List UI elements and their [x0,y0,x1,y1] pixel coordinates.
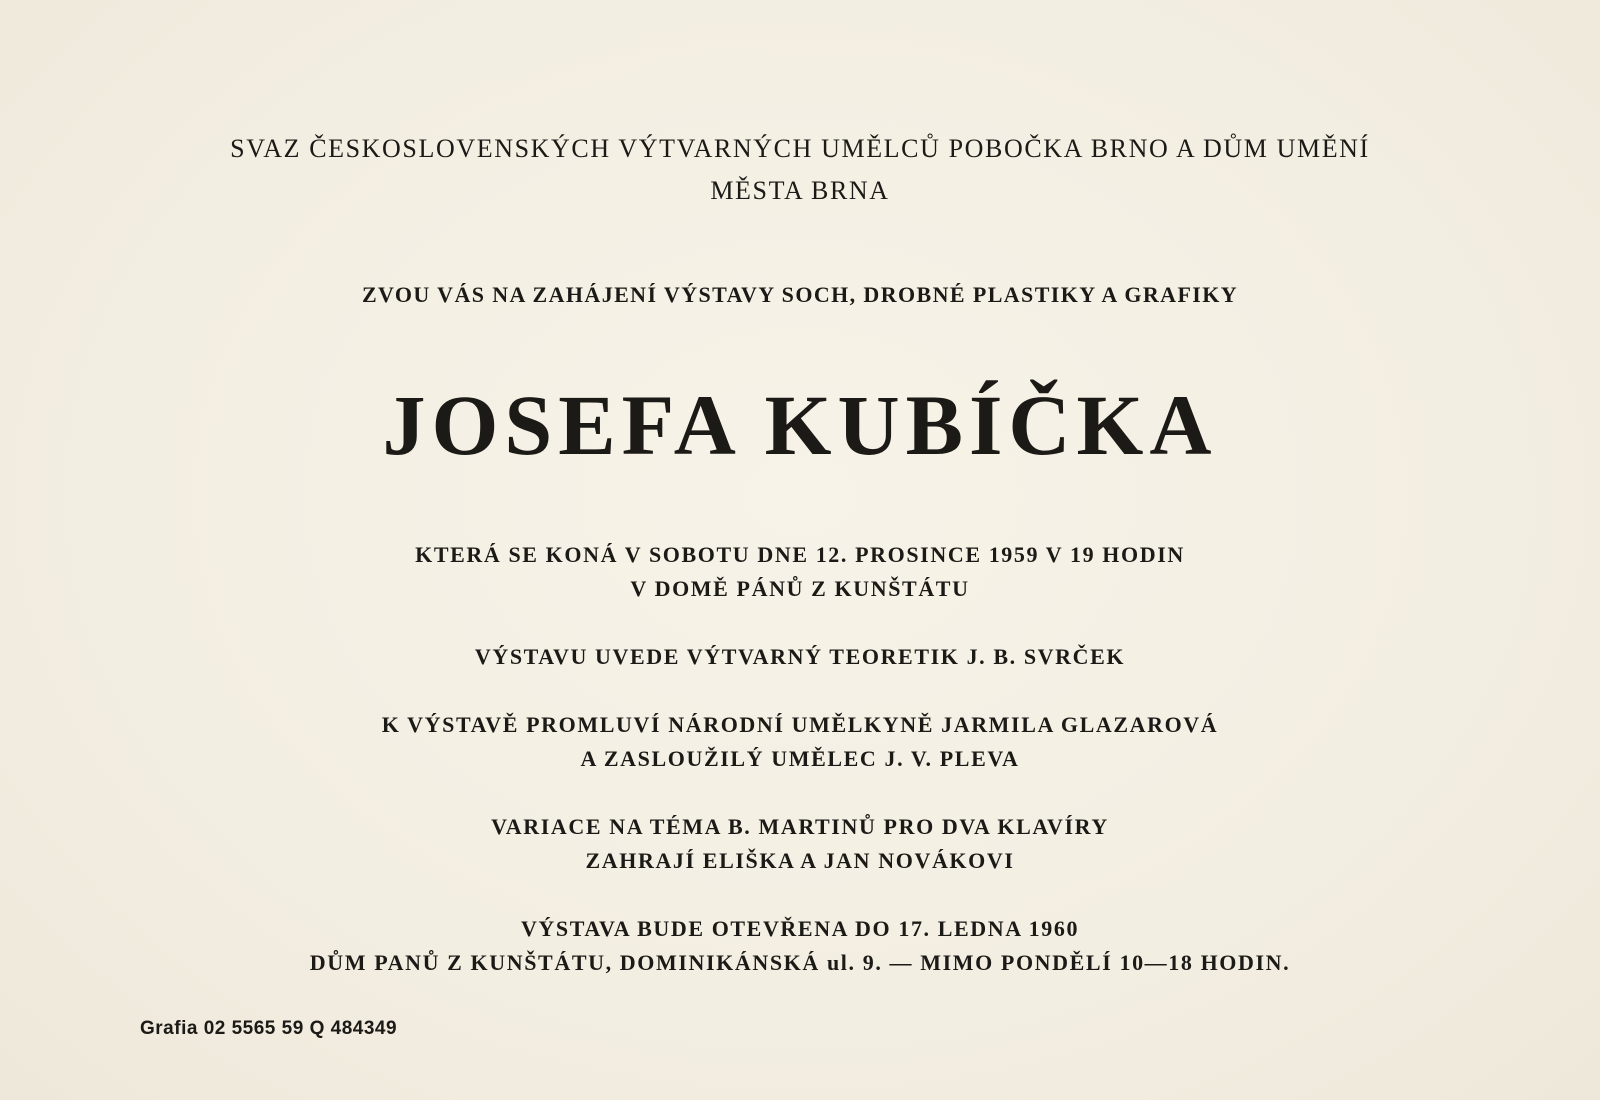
organizer-line-2: MĚSTA BRNA [710,176,890,205]
organizer-line-1: SVAZ ČESKOSLOVENSKÝCH VÝTVARNÝCH UMĚLCŮ POBOČKA BRNO A DŮM UMĚNÍ [230,134,1370,163]
speakers-line-2: A ZASLOUŽILÝ UMĚLEC J. V. PLEVA [580,746,1020,771]
event-venue-line: V DOMĚ PÁNŮ Z KUNŠTÁTU [630,576,970,601]
printer-imprint: Grafia 02 5565 59 Q 484349 [140,1018,398,1039]
opening-dates-line: VÝSTAVA BUDE OTEVŘENA DO 17. LEDNA 1960 [520,916,1080,941]
music-line-2: ZAHRAJÍ ELIŠKA A JAN NOVÁKOVI [585,848,1015,873]
event-date-line: KTERÁ SE KONÁ V SOBOTU DNE 12. PROSINCE 1959 V 19 HODIN [415,542,1185,567]
music-line-1: VARIACE NA TÉMA B. MARTINŮ PRO DVA KLAVÍRY [491,814,1109,839]
introduction-line: VÝSTAVU UVEDE VÝTVARNÝ TEORETIK J. B. SVRČEK [474,644,1126,669]
artist-name: JOSEFA KUBÍČKA [382,377,1218,473]
opening-address-line: DŮM PANŮ Z KUNŠTÁTU, DOMINIKÁNSKÁ ul. 9. — MIMO PONDĚLÍ 10—18 HODIN. [309,950,1291,975]
speakers-line-1: K VÝSTAVĚ PROMLUVÍ NÁRODNÍ UMĚLKYNĚ JARMILA GLAZAROVÁ [381,712,1219,737]
invitation-text: ZVOU VÁS NA ZAHÁJENÍ VÝSTAVY SOCH, DROBNÉ PLASTIKY A GRAFIKY [361,282,1239,307]
